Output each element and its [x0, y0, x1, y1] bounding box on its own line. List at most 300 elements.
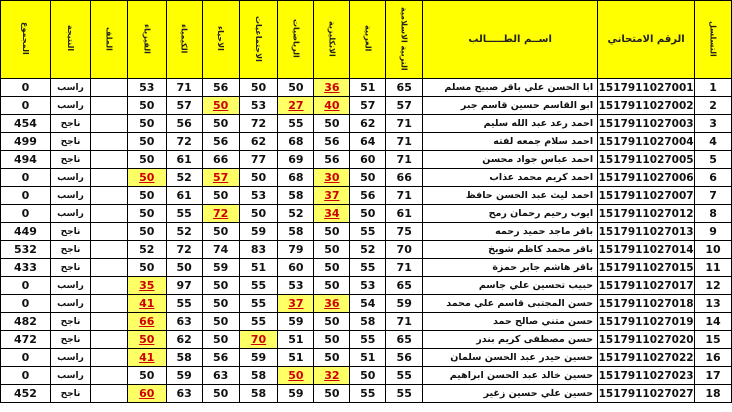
cell-arabic[interactable]: 58 [350, 313, 386, 331]
header-chemistry-label: الكيمياء [179, 23, 189, 54]
cell-serial[interactable]: 11 [695, 259, 732, 277]
cell-math[interactable]: 55 [278, 115, 314, 133]
cell-exam_no[interactable]: 1517911027020 [598, 331, 695, 349]
cell-serial[interactable]: 5 [695, 151, 732, 169]
cell-result[interactable]: راسب [50, 277, 90, 295]
cell-total[interactable]: 494 [1, 151, 51, 169]
cell-chemistry[interactable]: 63 [166, 313, 202, 331]
cell-social[interactable]: 70 [239, 331, 278, 349]
table-header [1, 1, 732, 79]
cell-math[interactable]: 69 [278, 151, 314, 169]
cell-serial[interactable]: 4 [695, 133, 732, 151]
cell-exam_no[interactable]: 1517911027004 [598, 133, 695, 151]
cell-islamic[interactable]: 65 [386, 79, 423, 97]
cell-arabic[interactable]: 50 [350, 205, 386, 223]
header-serial[interactable] [695, 1, 732, 79]
cell-math[interactable]: 27 [278, 97, 314, 115]
cell-physics[interactable]: 52 [127, 241, 166, 259]
cell-notes[interactable] [90, 367, 127, 385]
header-social[interactable] [239, 1, 278, 79]
cell-name[interactable]: حسن المجتبى قاسم علي محمد [423, 295, 598, 313]
cell-serial[interactable]: 14 [695, 313, 732, 331]
cell-result[interactable]: ناجح [50, 385, 90, 403]
cell-chemistry[interactable]: 52 [166, 169, 202, 187]
cell-physics[interactable]: 50 [127, 223, 166, 241]
cell-social[interactable]: 72 [239, 115, 278, 133]
cell-serial[interactable]: 2 [695, 97, 732, 115]
cell-serial[interactable]: 12 [695, 277, 732, 295]
cell-islamic[interactable]: 66 [386, 169, 423, 187]
cell-islamic[interactable]: 59 [386, 295, 423, 313]
header-islamic[interactable] [386, 1, 423, 79]
cell-result[interactable]: ناجح [50, 133, 90, 151]
cell-biology[interactable]: 56 [202, 79, 239, 97]
cell-total[interactable]: 499 [1, 133, 51, 151]
header-total-label: المجموع [20, 22, 30, 55]
cell-islamic[interactable]: 71 [386, 133, 423, 151]
cell-chemistry[interactable]: 57 [166, 97, 202, 115]
header-english-label: الانكليزية [327, 20, 337, 57]
cell-social[interactable]: 59 [239, 223, 278, 241]
cell-chemistry[interactable]: 72 [166, 133, 202, 151]
cell-english[interactable]: 50 [314, 385, 350, 403]
cell-arabic[interactable]: 53 [350, 277, 386, 295]
cell-physics[interactable]: 50 [127, 331, 166, 349]
cell-biology[interactable]: 50 [202, 313, 239, 331]
cell-exam_no[interactable]: 1517911027007 [598, 187, 695, 205]
cell-islamic[interactable]: 61 [386, 205, 423, 223]
cell-name[interactable]: حبيب تحسين علي جاسم [423, 277, 598, 295]
cell-english[interactable]: 50 [314, 277, 350, 295]
header-chemistry[interactable] [166, 1, 202, 79]
cell-english[interactable]: 34 [314, 205, 350, 223]
cell-math[interactable]: 50 [278, 79, 314, 97]
cell-english[interactable]: 56 [314, 151, 350, 169]
cell-serial[interactable]: 9 [695, 223, 732, 241]
cell-result[interactable]: راسب [50, 205, 90, 223]
cell-math[interactable]: 59 [278, 385, 314, 403]
table-row [1, 97, 732, 115]
cell-total[interactable]: 0 [1, 367, 51, 385]
cell-total[interactable]: 0 [1, 97, 51, 115]
cell-result[interactable]: راسب [50, 367, 90, 385]
cell-chemistry[interactable]: 62 [166, 331, 202, 349]
cell-arabic[interactable]: 54 [350, 295, 386, 313]
cell-arabic[interactable]: 60 [350, 151, 386, 169]
cell-physics[interactable]: 50 [127, 259, 166, 277]
table-row [1, 151, 732, 169]
cell-chemistry[interactable]: 55 [166, 295, 202, 313]
cell-biology[interactable]: 59 [202, 259, 239, 277]
cell-social[interactable]: 58 [239, 385, 278, 403]
table-row [1, 169, 732, 187]
cell-chemistry[interactable]: 50 [166, 259, 202, 277]
cell-notes[interactable] [90, 331, 127, 349]
cell-arabic[interactable]: 57 [350, 97, 386, 115]
cell-arabic[interactable]: 55 [350, 223, 386, 241]
cell-physics[interactable]: 50 [127, 169, 166, 187]
cell-name[interactable]: احمد عباس جواد محسن [423, 151, 598, 169]
cell-arabic[interactable]: 50 [350, 367, 386, 385]
cell-math[interactable]: 50 [278, 367, 314, 385]
cell-serial[interactable]: 15 [695, 331, 732, 349]
cell-name[interactable]: حسين خالد عبد الحسن ابراهيم [423, 367, 598, 385]
cell-exam_no[interactable]: 1517911027022 [598, 349, 695, 367]
table-row [1, 259, 732, 277]
cell-serial[interactable]: 16 [695, 349, 732, 367]
cell-name[interactable]: ايوب رحيم رحمان رمح [423, 205, 598, 223]
cell-physics[interactable]: 50 [127, 97, 166, 115]
cell-result[interactable]: ناجح [50, 313, 90, 331]
cell-name[interactable]: احمد ليث عبد الحسن حافظ [423, 187, 598, 205]
cell-name[interactable]: باقر هاشم جابر حمزة [423, 259, 598, 277]
cell-physics[interactable]: 35 [127, 277, 166, 295]
table-row [1, 313, 732, 331]
cell-result[interactable]: راسب [50, 79, 90, 97]
cell-exam_no[interactable]: 1517911027001 [598, 79, 695, 97]
cell-math[interactable]: 68 [278, 133, 314, 151]
cell-biology[interactable]: 50 [202, 187, 239, 205]
cell-exam_no[interactable]: 1517911027023 [598, 367, 695, 385]
cell-social[interactable]: 51 [239, 259, 278, 277]
cell-name[interactable]: احمد سلام جمعه لفته [423, 133, 598, 151]
cell-exam_no[interactable]: 1517911027012 [598, 205, 695, 223]
cell-english[interactable]: 40 [314, 97, 350, 115]
cell-chemistry[interactable]: 61 [166, 187, 202, 205]
cell-name[interactable]: باقر محمد كاظم شويخ [423, 241, 598, 259]
table-row [1, 79, 732, 97]
cell-math[interactable]: 58 [278, 223, 314, 241]
cell-english[interactable]: 56 [314, 133, 350, 151]
cell-name[interactable]: حسن مصطفى كريم بندر [423, 331, 598, 349]
cell-notes[interactable] [90, 295, 127, 313]
header-math-label: الرياضيات [291, 19, 301, 58]
cell-arabic[interactable]: 50 [350, 169, 386, 187]
cell-exam_no[interactable]: 1517911027013 [598, 223, 695, 241]
cell-serial[interactable]: 7 [695, 187, 732, 205]
cell-exam_no[interactable]: 1517911027006 [598, 169, 695, 187]
cell-biology[interactable]: 50 [202, 295, 239, 313]
table-row [1, 223, 732, 241]
header-result-label: النتيجة [65, 25, 75, 52]
cell-islamic[interactable]: 56 [386, 349, 423, 367]
header-social-label: الاجتماعيات [254, 15, 264, 62]
cell-exam_no[interactable]: 1517911027015 [598, 259, 695, 277]
cell-arabic[interactable]: 55 [350, 259, 386, 277]
cell-english[interactable]: 50 [314, 313, 350, 331]
cell-biology[interactable]: 50 [202, 277, 239, 295]
cell-islamic[interactable]: 55 [386, 367, 423, 385]
cell-math[interactable]: 51 [278, 331, 314, 349]
cell-islamic[interactable]: 75 [386, 223, 423, 241]
cell-social[interactable]: 55 [239, 313, 278, 331]
cell-social[interactable]: 53 [239, 97, 278, 115]
cell-social[interactable]: 62 [239, 133, 278, 151]
cell-serial[interactable]: 10 [695, 241, 732, 259]
cell-serial[interactable]: 18 [695, 385, 732, 403]
table-row [1, 385, 732, 403]
cell-notes[interactable] [90, 241, 127, 259]
cell-physics[interactable]: 41 [127, 349, 166, 367]
cell-biology[interactable]: 50 [202, 331, 239, 349]
cell-result[interactable]: ناجح [50, 115, 90, 133]
cell-result[interactable]: ناجح [50, 259, 90, 277]
header-exam_no[interactable] [598, 1, 695, 79]
cell-english[interactable]: 50 [314, 241, 350, 259]
cell-physics[interactable]: 50 [127, 187, 166, 205]
cell-chemistry[interactable]: 56 [166, 115, 202, 133]
cell-arabic[interactable]: 56 [350, 187, 386, 205]
cell-biology[interactable]: 63 [202, 367, 239, 385]
cell-islamic[interactable]: 71 [386, 187, 423, 205]
cell-notes[interactable] [90, 277, 127, 295]
cell-physics[interactable]: 66 [127, 313, 166, 331]
cell-physics[interactable]: 50 [127, 367, 166, 385]
header-total[interactable] [1, 1, 51, 79]
cell-social[interactable]: 83 [239, 241, 278, 259]
header-english[interactable] [314, 1, 350, 79]
table-row [1, 133, 732, 151]
header-arabic-label: العربية [363, 25, 373, 52]
cell-social[interactable]: 50 [239, 169, 278, 187]
cell-notes[interactable] [90, 223, 127, 241]
cell-serial[interactable]: 17 [695, 367, 732, 385]
cell-exam_no[interactable]: 1517911027019 [598, 313, 695, 331]
cell-name[interactable]: باقر ماجد حميد رحمه [423, 223, 598, 241]
cell-result[interactable]: راسب [50, 97, 90, 115]
table-row [1, 187, 732, 205]
cell-english[interactable]: 50 [314, 223, 350, 241]
cell-name[interactable]: ابو القاسم حسين قاسم جبر [423, 97, 598, 115]
cell-social[interactable]: 59 [239, 349, 278, 367]
cell-total[interactable]: 0 [1, 187, 51, 205]
cell-notes[interactable] [90, 133, 127, 151]
cell-exam_no[interactable]: 1517911027017 [598, 277, 695, 295]
cell-chemistry[interactable]: 58 [166, 349, 202, 367]
cell-notes[interactable] [90, 151, 127, 169]
cell-result[interactable]: راسب [50, 295, 90, 313]
cell-total[interactable]: 0 [1, 349, 51, 367]
cell-serial[interactable]: 6 [695, 169, 732, 187]
cell-islamic[interactable]: 57 [386, 97, 423, 115]
table-row [1, 277, 732, 295]
header-serial-label: التسلسل [708, 20, 718, 57]
cell-result[interactable]: راسب [50, 349, 90, 367]
cell-biology[interactable]: 56 [202, 349, 239, 367]
cell-total[interactable]: 0 [1, 295, 51, 313]
header-islamic-label: التربية الاسلامية [399, 6, 409, 71]
cell-arabic[interactable]: 62 [350, 115, 386, 133]
cell-name[interactable]: ابا الحسن علي باقر صبيح مسلم [423, 79, 598, 97]
cell-chemistry[interactable]: 71 [166, 79, 202, 97]
cell-math[interactable]: 60 [278, 259, 314, 277]
cell-social[interactable]: 58 [239, 367, 278, 385]
cell-islamic[interactable]: 65 [386, 331, 423, 349]
cell-total[interactable]: 0 [1, 277, 51, 295]
cell-english[interactable]: 36 [314, 79, 350, 97]
header-math[interactable] [278, 1, 314, 79]
header-physics-label: الفيزياء [142, 23, 152, 54]
cell-physics[interactable]: 60 [127, 385, 166, 403]
cell-english[interactable]: 37 [314, 187, 350, 205]
cell-arabic[interactable]: 55 [350, 385, 386, 403]
cell-result[interactable]: ناجح [50, 151, 90, 169]
cell-total[interactable]: 452 [1, 385, 51, 403]
cell-physics[interactable]: 50 [127, 115, 166, 133]
cell-math[interactable]: 37 [278, 295, 314, 313]
cell-biology[interactable]: 66 [202, 151, 239, 169]
cell-serial[interactable]: 1 [695, 79, 732, 97]
cell-serial[interactable]: 8 [695, 205, 732, 223]
table-row [1, 331, 732, 349]
cell-total[interactable]: 454 [1, 115, 51, 133]
cell-biology[interactable]: 57 [202, 169, 239, 187]
cell-english[interactable]: 50 [314, 331, 350, 349]
cell-arabic[interactable]: 64 [350, 133, 386, 151]
header-row [1, 1, 732, 79]
cell-notes[interactable] [90, 115, 127, 133]
cell-notes[interactable] [90, 349, 127, 367]
cell-notes[interactable] [90, 313, 127, 331]
cell-chemistry[interactable]: 72 [166, 241, 202, 259]
cell-name[interactable]: حسن متني صالح حمد [423, 313, 598, 331]
cell-result[interactable]: راسب [50, 187, 90, 205]
cell-islamic[interactable]: 70 [386, 241, 423, 259]
cell-exam_no[interactable]: 1517911027003 [598, 115, 695, 133]
cell-arabic[interactable]: 52 [350, 241, 386, 259]
cell-social[interactable]: 53 [239, 187, 278, 205]
header-biology-label: الاحياء [216, 26, 226, 51]
cell-islamic[interactable]: 71 [386, 115, 423, 133]
table-row [1, 367, 732, 385]
cell-result[interactable]: راسب [50, 169, 90, 187]
cell-result[interactable]: ناجح [50, 241, 90, 259]
cell-result[interactable]: ناجح [50, 223, 90, 241]
cell-name[interactable]: حسين علي حسين زغير [423, 385, 598, 403]
cell-notes[interactable] [90, 205, 127, 223]
cell-result[interactable]: ناجح [50, 331, 90, 349]
cell-physics[interactable]: 41 [127, 295, 166, 313]
header-notes-label: الملف [104, 26, 114, 51]
cell-social[interactable]: 77 [239, 151, 278, 169]
cell-name[interactable]: حسين حيدر عبد الحسن سلمان [423, 349, 598, 367]
cell-physics[interactable]: 50 [127, 151, 166, 169]
cell-notes[interactable] [90, 79, 127, 97]
cell-biology[interactable]: 50 [202, 385, 239, 403]
cell-social[interactable]: 50 [239, 79, 278, 97]
cell-english[interactable]: 36 [314, 295, 350, 313]
cell-chemistry[interactable]: 55 [166, 205, 202, 223]
cell-social[interactable]: 55 [239, 295, 278, 313]
cell-exam_no[interactable]: 1517911027027 [598, 385, 695, 403]
cell-total[interactable]: 449 [1, 223, 51, 241]
cell-serial[interactable]: 3 [695, 115, 732, 133]
table-body [1, 79, 732, 403]
table-row [1, 295, 732, 313]
header-arabic[interactable] [350, 1, 386, 79]
cell-notes[interactable] [90, 385, 127, 403]
cell-notes[interactable] [90, 97, 127, 115]
cell-social[interactable]: 50 [239, 205, 278, 223]
cell-islamic[interactable]: 71 [386, 151, 423, 169]
cell-total[interactable]: 433 [1, 259, 51, 277]
cell-total[interactable]: 0 [1, 79, 51, 97]
cell-total[interactable]: 472 [1, 331, 51, 349]
cell-notes[interactable] [90, 187, 127, 205]
cell-exam_no[interactable]: 1517911027018 [598, 295, 695, 313]
cell-islamic[interactable]: 71 [386, 259, 423, 277]
table-row [1, 205, 732, 223]
header-physics[interactable] [127, 1, 166, 79]
cell-math[interactable]: 58 [278, 187, 314, 205]
cell-math[interactable]: 79 [278, 241, 314, 259]
cell-biology[interactable]: 50 [202, 97, 239, 115]
cell-name[interactable]: احمد رعد عبد الله سليم [423, 115, 598, 133]
cell-total[interactable]: 0 [1, 205, 51, 223]
cell-math[interactable]: 52 [278, 205, 314, 223]
header-biology[interactable] [202, 1, 239, 79]
header-result[interactable] [50, 1, 90, 79]
cell-math[interactable]: 51 [278, 349, 314, 367]
cell-name[interactable]: احمد كريم محمد عذاب [423, 169, 598, 187]
cell-math[interactable]: 68 [278, 169, 314, 187]
cell-total[interactable]: 532 [1, 241, 51, 259]
cell-islamic[interactable]: 65 [386, 277, 423, 295]
cell-chemistry[interactable]: 63 [166, 385, 202, 403]
cell-physics[interactable]: 50 [127, 133, 166, 151]
header-notes[interactable] [90, 1, 127, 79]
cell-total[interactable]: 0 [1, 169, 51, 187]
cell-english[interactable]: 50 [314, 115, 350, 133]
cell-arabic[interactable]: 51 [350, 349, 386, 367]
cell-math[interactable]: 59 [278, 313, 314, 331]
cell-chemistry[interactable]: 61 [166, 151, 202, 169]
cell-notes[interactable] [90, 169, 127, 187]
cell-physics[interactable]: 50 [127, 205, 166, 223]
table-row [1, 241, 732, 259]
cell-islamic[interactable]: 71 [386, 313, 423, 331]
cell-math[interactable]: 53 [278, 277, 314, 295]
cell-physics[interactable]: 53 [127, 79, 166, 97]
cell-biology[interactable]: 50 [202, 223, 239, 241]
cell-biology[interactable]: 50 [202, 115, 239, 133]
table-row [1, 115, 732, 133]
cell-serial[interactable]: 13 [695, 295, 732, 313]
cell-english[interactable]: 50 [314, 259, 350, 277]
table-row [1, 349, 732, 367]
cell-notes[interactable] [90, 259, 127, 277]
cell-arabic[interactable]: 55 [350, 331, 386, 349]
cell-total[interactable]: 482 [1, 313, 51, 331]
cell-english[interactable]: 32 [314, 367, 350, 385]
cell-exam_no[interactable]: 1517911027014 [598, 241, 695, 259]
header-name[interactable] [423, 1, 598, 79]
cell-exam_no[interactable]: 1517911027002 [598, 97, 695, 115]
cell-biology[interactable]: 72 [202, 205, 239, 223]
cell-arabic[interactable]: 51 [350, 79, 386, 97]
cell-islamic[interactable]: 55 [386, 385, 423, 403]
cell-social[interactable]: 55 [239, 277, 278, 295]
cell-chemistry[interactable]: 97 [166, 277, 202, 295]
cell-english[interactable]: 30 [314, 169, 350, 187]
cell-biology[interactable]: 74 [202, 241, 239, 259]
cell-biology[interactable]: 56 [202, 133, 239, 151]
cell-english[interactable]: 50 [314, 349, 350, 367]
cell-exam_no[interactable]: 1517911027005 [598, 151, 695, 169]
cell-chemistry[interactable]: 52 [166, 223, 202, 241]
header-exam_no-label: الرقم الامتحاني [607, 34, 685, 45]
cell-chemistry[interactable]: 59 [166, 367, 202, 385]
